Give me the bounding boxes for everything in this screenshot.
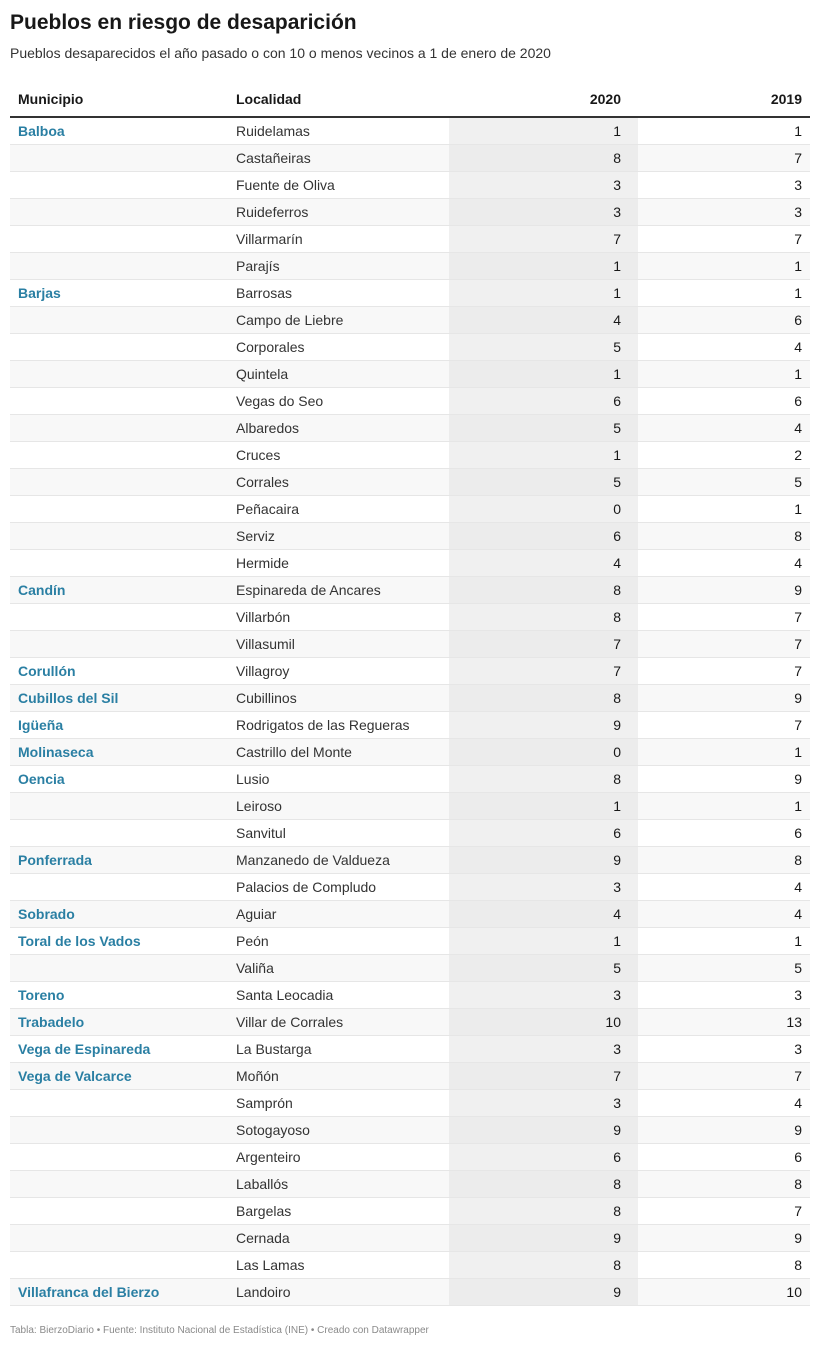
value-2020-cell: 5 <box>613 960 621 976</box>
column-header-municipio[interactable]: Municipio <box>18 91 84 107</box>
localidad-cell: Bargelas <box>236 1203 292 1219</box>
localidad-cell: Peón <box>236 933 269 949</box>
value-2019-cell: 13 <box>786 1014 802 1030</box>
value-2019-cell: 7 <box>794 231 802 247</box>
value-2020-cell: 9 <box>613 1122 621 1138</box>
value-2020-cell: 1 <box>613 447 621 463</box>
table-row <box>10 631 810 658</box>
column-header-2019[interactable]: 2019 <box>770 91 802 107</box>
value-2020-cell: 1 <box>613 285 621 301</box>
table-row <box>10 118 810 145</box>
municipio-cell: Toral de los Vados <box>18 933 141 949</box>
value-2020-cell: 8 <box>613 582 621 598</box>
municipio-cell: Igüeña <box>18 717 64 733</box>
value-2020-cell: 3 <box>613 879 621 895</box>
localidad-cell: Rodrigatos de las Regueras <box>236 717 410 733</box>
table-row <box>10 982 810 1009</box>
table-row <box>10 685 810 712</box>
table-row <box>10 955 810 982</box>
table-row <box>10 874 810 901</box>
value-2020-cell: 8 <box>613 1176 621 1192</box>
table-row <box>10 658 810 685</box>
localidad-cell: Serviz <box>236 528 275 544</box>
value-2020-cell: 6 <box>613 528 621 544</box>
localidad-cell: Villarmarín <box>236 231 303 247</box>
value-2019-cell: 7 <box>794 663 802 679</box>
value-2019-cell: 3 <box>794 987 802 1003</box>
table-row <box>10 1171 810 1198</box>
value-2019-cell: 5 <box>794 960 802 976</box>
value-2020-cell: 6 <box>613 393 621 409</box>
value-2020-cell: 3 <box>613 987 621 1003</box>
value-2020-cell: 8 <box>613 771 621 787</box>
table-row <box>10 793 810 820</box>
value-2019-cell: 4 <box>794 1095 802 1111</box>
localidad-cell: Moñón <box>236 1068 279 1084</box>
table-row <box>10 361 810 388</box>
table-row <box>10 1198 810 1225</box>
value-2020-cell: 6 <box>613 825 621 841</box>
localidad-cell: Laballós <box>236 1176 289 1192</box>
chart-footer: Tabla: BierzoDiario • Fuente: Instituto Nacional de Estadística (INE) • Creado con Datawrapper <box>10 1325 429 1336</box>
value-2020-cell: 7 <box>613 1068 621 1084</box>
localidad-cell: Ruidelamas <box>236 123 310 139</box>
localidad-cell: Vegas do Seo <box>236 393 324 409</box>
localidad-cell: Castrillo del Monte <box>236 744 352 760</box>
localidad-cell: Parajís <box>236 258 280 274</box>
table-row <box>10 1252 810 1279</box>
table-row <box>10 766 810 793</box>
localidad-cell: Sotogayoso <box>236 1122 310 1138</box>
value-2020-cell: 8 <box>613 609 621 625</box>
municipio-cell: Vega de Valcarce <box>18 1068 132 1084</box>
localidad-cell: Campo de Liebre <box>236 312 344 328</box>
value-2020-cell: 0 <box>613 501 621 517</box>
municipio-cell: Trabadelo <box>18 1014 85 1030</box>
localidad-cell: Ruideferros <box>236 204 309 220</box>
table-row <box>10 280 810 307</box>
localidad-cell: La Bustarga <box>236 1041 312 1057</box>
chart-subtitle: Pueblos desaparecidos el año pasado o con 10 o menos vecinos a 1 de enero de 2020 <box>10 45 551 61</box>
value-2019-cell: 9 <box>794 771 802 787</box>
value-2020-cell: 3 <box>613 1095 621 1111</box>
municipio-cell: Candín <box>18 582 66 598</box>
value-2019-cell: 6 <box>794 312 802 328</box>
municipio-cell: Villafranca del Bierzo <box>18 1284 160 1300</box>
value-2020-cell: 0 <box>613 744 621 760</box>
table-body <box>10 118 810 1306</box>
value-2020-cell: 9 <box>613 717 621 733</box>
value-2020-cell: 5 <box>613 339 621 355</box>
municipio-cell: Oencia <box>18 771 65 787</box>
table-row <box>10 253 810 280</box>
value-2019-cell: 2 <box>794 447 802 463</box>
value-2020-cell: 4 <box>613 906 621 922</box>
value-2019-cell: 3 <box>794 177 802 193</box>
value-2020-cell: 1 <box>613 366 621 382</box>
localidad-cell: Hermide <box>236 555 289 571</box>
value-2020-cell: 1 <box>613 933 621 949</box>
value-2019-cell: 5 <box>794 474 802 490</box>
municipio-cell: Vega de Espinareda <box>18 1041 151 1057</box>
table-row <box>10 226 810 253</box>
localidad-cell: Landoiro <box>236 1284 291 1300</box>
value-2019-cell: 8 <box>794 1176 802 1192</box>
localidad-cell: Samprón <box>236 1095 293 1111</box>
localidad-cell: Lusio <box>236 771 270 787</box>
value-2019-cell: 1 <box>794 933 802 949</box>
value-2020-cell: 9 <box>613 1230 621 1246</box>
table-row <box>10 415 810 442</box>
value-2019-cell: 8 <box>794 1257 802 1273</box>
table-row <box>10 199 810 226</box>
value-2020-cell: 4 <box>613 312 621 328</box>
value-2020-cell: 7 <box>613 663 621 679</box>
localidad-cell: Santa Leocadia <box>236 987 334 1003</box>
value-2019-cell: 6 <box>794 825 802 841</box>
value-2020-cell: 8 <box>613 690 621 706</box>
table-row <box>10 1009 810 1036</box>
value-2020-cell: 9 <box>613 852 621 868</box>
value-2019-cell: 1 <box>794 501 802 517</box>
table-row <box>10 496 810 523</box>
localidad-cell: Fuente de Oliva <box>236 177 335 193</box>
localidad-cell: Peñacaira <box>236 501 300 517</box>
value-2019-cell: 8 <box>794 852 802 868</box>
table-row <box>10 442 810 469</box>
localidad-cell: Barrosas <box>236 285 293 301</box>
localidad-cell: Corporales <box>236 339 305 355</box>
value-2020-cell: 5 <box>613 420 621 436</box>
table-row <box>10 739 810 766</box>
table-row <box>10 712 810 739</box>
value-2019-cell: 4 <box>794 906 802 922</box>
municipio-cell: Corullón <box>18 663 76 679</box>
table-row <box>10 172 810 199</box>
table-row <box>10 307 810 334</box>
value-2019-cell: 3 <box>794 204 802 220</box>
value-2020-cell: 4 <box>613 555 621 571</box>
data-table <box>10 85 810 1306</box>
value-2019-cell: 4 <box>794 420 802 436</box>
municipio-cell: Molinaseca <box>18 744 94 760</box>
table-row <box>10 901 810 928</box>
table-row <box>10 820 810 847</box>
localidad-cell: Castañeiras <box>236 150 311 166</box>
value-2019-cell: 1 <box>794 744 802 760</box>
table-row <box>10 1063 810 1090</box>
table-row <box>10 550 810 577</box>
value-2019-cell: 7 <box>794 150 802 166</box>
value-2020-cell: 8 <box>613 1257 621 1273</box>
municipio-cell: Ponferrada <box>18 852 92 868</box>
value-2019-cell: 1 <box>794 258 802 274</box>
value-2019-cell: 9 <box>794 690 802 706</box>
column-header-localidad[interactable]: Localidad <box>236 91 302 107</box>
localidad-cell: Manzanedo de Valdueza <box>236 852 390 868</box>
table-row <box>10 388 810 415</box>
value-2019-cell: 3 <box>794 1041 802 1057</box>
municipio-cell: Toreno <box>18 987 65 1003</box>
localidad-cell: Aguiar <box>236 906 277 922</box>
value-2019-cell: 1 <box>794 285 802 301</box>
value-2020-cell: 1 <box>613 258 621 274</box>
localidad-cell: Valiña <box>236 960 274 976</box>
value-2020-cell: 3 <box>613 177 621 193</box>
value-2019-cell: 1 <box>794 366 802 382</box>
table-row <box>10 334 810 361</box>
table-row <box>10 469 810 496</box>
value-2019-cell: 9 <box>794 1230 802 1246</box>
table-row <box>10 145 810 172</box>
localidad-cell: Palacios de Compludo <box>236 879 377 895</box>
value-2020-cell: 8 <box>613 150 621 166</box>
localidad-cell: Villagroy <box>236 663 290 679</box>
municipio-cell: Barjas <box>18 285 61 301</box>
localidad-cell: Cernada <box>236 1230 290 1246</box>
localidad-cell: Albaredos <box>236 420 300 436</box>
value-2020-cell: 10 <box>605 1014 621 1030</box>
localidad-cell: Quintela <box>236 366 289 382</box>
table-row <box>10 1090 810 1117</box>
localidad-cell: Corrales <box>236 474 289 490</box>
localidad-cell: Las Lamas <box>236 1257 305 1273</box>
table-row <box>10 577 810 604</box>
table-row <box>10 1225 810 1252</box>
value-2019-cell: 1 <box>794 798 802 814</box>
value-2020-cell: 7 <box>613 231 621 247</box>
value-2019-cell: 4 <box>794 555 802 571</box>
value-2019-cell: 7 <box>794 717 802 733</box>
value-2020-cell: 9 <box>613 1284 621 1300</box>
value-2020-cell: 1 <box>613 123 621 139</box>
value-2019-cell: 4 <box>794 339 802 355</box>
value-2020-cell: 1 <box>613 798 621 814</box>
chart-title: Pueblos en riesgo de desaparición <box>10 11 357 34</box>
localidad-cell: Leiroso <box>236 798 282 814</box>
table-header <box>10 85 810 118</box>
value-2019-cell: 9 <box>794 1122 802 1138</box>
value-2020-cell: 5 <box>613 474 621 490</box>
value-2020-cell: 7 <box>613 636 621 652</box>
municipio-cell: Balboa <box>18 123 65 139</box>
localidad-cell: Villar de Corrales <box>236 1014 344 1030</box>
value-2019-cell: 6 <box>794 393 802 409</box>
table-row <box>10 847 810 874</box>
municipio-cell: Sobrado <box>18 906 75 922</box>
value-2019-cell: 6 <box>794 1149 802 1165</box>
value-2020-cell: 8 <box>613 1203 621 1219</box>
value-2019-cell: 7 <box>794 1203 802 1219</box>
column-header-2020[interactable]: 2020 <box>589 91 621 107</box>
value-2019-cell: 9 <box>794 582 802 598</box>
table-row <box>10 1144 810 1171</box>
table-row <box>10 523 810 550</box>
localidad-cell: Villarbón <box>236 609 291 625</box>
value-2019-cell: 8 <box>794 528 802 544</box>
value-2019-cell: 7 <box>794 609 802 625</box>
table-row <box>10 604 810 631</box>
value-2019-cell: 1 <box>794 123 802 139</box>
localidad-cell: Villasumil <box>236 636 295 652</box>
table-row <box>10 1279 810 1306</box>
value-2019-cell: 7 <box>794 1068 802 1084</box>
municipio-cell: Cubillos del Sil <box>18 690 119 706</box>
table-row <box>10 928 810 955</box>
localidad-cell: Cruces <box>236 447 281 463</box>
localidad-cell: Argenteiro <box>236 1149 301 1165</box>
value-2020-cell: 3 <box>613 1041 621 1057</box>
localidad-cell: Cubillinos <box>236 690 297 706</box>
value-2019-cell: 4 <box>794 879 802 895</box>
localidad-cell: Sanvitul <box>236 825 286 841</box>
value-2020-cell: 3 <box>613 204 621 220</box>
value-2020-cell: 6 <box>613 1149 621 1165</box>
table-row <box>10 1117 810 1144</box>
value-2019-cell: 10 <box>786 1284 802 1300</box>
localidad-cell: Espinareda de Ancares <box>236 582 381 598</box>
value-2019-cell: 7 <box>794 636 802 652</box>
table-row <box>10 1036 810 1063</box>
